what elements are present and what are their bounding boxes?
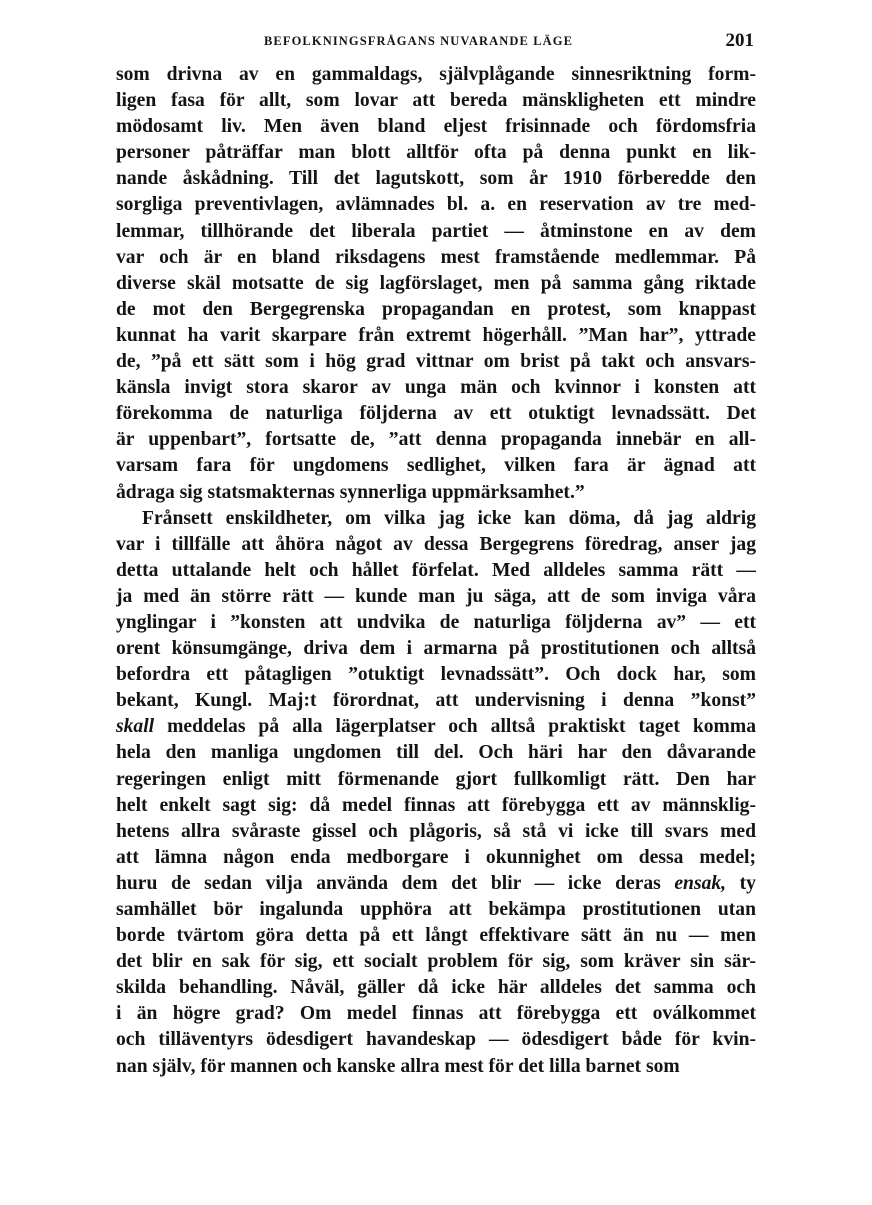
body-text: [116, 62, 756, 1080]
text-line: som drivna av en gammaldags, självplågande sinnesriktning form-: [116, 64, 756, 85]
text-line: detta uttalande helt och hållet förfelat. Med alldeles samma rätt —: [116, 559, 756, 581]
text-line: helt enkelt sagt sig: då medel finnas att förebygga ett av männsklig-: [116, 794, 756, 816]
text-line: ja med än större rätt — kunde man ju säga, att de som inviga våra: [116, 585, 756, 607]
text-line: och tilläventyrs ödesdigert havandeskap — ödesdigert både för kvin-: [116, 1029, 756, 1051]
text-line: Frånsett enskildheter, om vilka jag icke kan döma, då jag aldrig: [142, 507, 756, 529]
running-head: [116, 30, 756, 52]
text-line: ynglingar i ”konsten att undvika de naturliga följderna av” — ett: [116, 611, 756, 633]
text-line: ligen fasa för allt, som lovar att bereda mänskligheten ett mindre: [116, 90, 756, 112]
text-line: att lämna någon enda medborgare i okunnighet om dessa medel;: [116, 846, 756, 868]
text-line: förekomma de naturliga följderna av ett otuktigt levnadssätt. Det: [116, 403, 756, 425]
text-line: var i tillfälle att åhöra något av dessa Bergegrens föredrag, anser jag: [116, 533, 756, 555]
text-line: diverse skäl motsatte de sig lagförslaget, men på samma gång riktade: [116, 272, 756, 294]
text-line: samhället bör ingalunda upphöra att bekämpa prostitutionen utan: [116, 899, 756, 920]
text-line: regeringen enligt mitt förmenande gjort fullkomligt rätt. Den har: [116, 768, 756, 790]
text-line: varsam fara för ungdomens sedlighet, vilken fara är ägnad att: [116, 455, 756, 477]
text-line: var och är en bland riksdagens mest framstående medlemmar. På: [116, 246, 756, 268]
text-line: känsla invigt stora skaror av unga män och kvinnor i konsten att: [116, 377, 756, 399]
text-line: det blir en sak för sig, ett socialt problem för sig, som kräver sin sär-: [116, 951, 756, 973]
text-line: skilda behandling. Nåväl, gäller då icke här alldeles det samma och: [116, 977, 756, 999]
paragraph-1: [116, 62, 756, 506]
text-line: nan själv, för mannen och kanske allra mest för det lilla barnet som: [116, 1055, 680, 1077]
text-line: kunnat ha varit skarpare från extremt högerhåll. ”Man har”, yttrade: [116, 324, 756, 346]
text-line: är uppenbart”, fortsatte de, ”att denna propaganda innebär en all-: [116, 429, 756, 451]
text-line: borde tvärtom göra detta på ett långt effektivare sätt än nu — men: [116, 925, 756, 947]
text-line: orent könsumgänge, driva dem i armarna på prostitutionen och alltså: [116, 638, 756, 660]
text-line: ådraga sig statsmakternas synnerliga uppmärksamhet.”: [116, 481, 585, 503]
text-line: nande åskådning. Till det lagutskott, som år 1910 förberedde den: [116, 168, 756, 190]
paragraph-2: [116, 506, 756, 1080]
text-line: sorgliga preventivlagen, avlämnades bl. a. en reservation av tre med-: [116, 194, 756, 216]
page-number: 201: [725, 30, 754, 51]
text-line: de mot den Bergegrenska propagandan en protest, som knappast: [116, 298, 756, 320]
text-line: personer påträffar man blott alltför ofta på denna punkt en lik-: [116, 142, 756, 164]
text-line: bekant, Kungl. Maj:t förordnat, att undervisning i denna ”konst”: [116, 690, 756, 712]
text-line: huru de sedan vilja använda dem det blir — icke deras ensak, ty: [116, 872, 756, 894]
text-line: skall meddelas på alla lägerplatser och alltså praktiskt taget komma: [116, 716, 756, 738]
text-line: i än högre grad? Om medel finnas att förebygga ett oválkommet: [116, 1003, 756, 1025]
text-line: hetens allra svåraste gissel och plågoris, så stå vi icke till svars med: [116, 820, 756, 842]
text-line: hela den manliga ungdomen till del. Och häri har den dåvarande: [116, 742, 756, 764]
text-line: lemmar, tillhörande det liberala partiet — åtminstone en av dem: [116, 220, 756, 242]
text-line: befordra ett påtagligen ”otuktigt levnadssätt”. Och dock har, som: [116, 664, 756, 686]
running-title: BEFOLKNINGSFRÅGANS NUVARANDE LÄGE: [264, 34, 574, 48]
text-line: mödosamt liv. Men även bland eljest frisinnade och fördomsfria: [116, 116, 756, 138]
text-line: de, ”på ett sätt som i hög grad vittnar om brist på takt och ansvars-: [116, 351, 756, 373]
